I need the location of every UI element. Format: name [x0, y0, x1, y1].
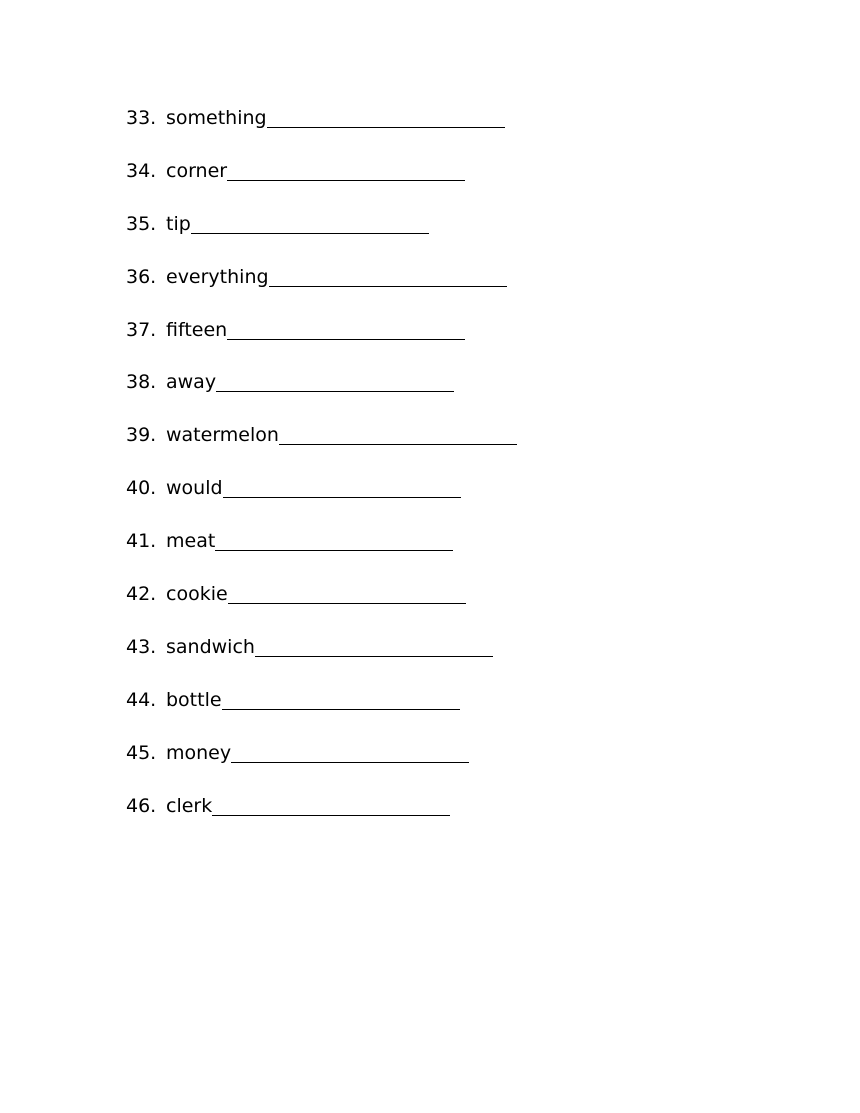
list-item [126, 263, 517, 316]
item-word: watermelon [166, 424, 279, 447]
item-word: sandwich [166, 635, 255, 658]
list-item [126, 792, 517, 845]
item-number: 42. [126, 583, 157, 606]
answer-blank[interactable] [216, 368, 454, 392]
item-number: 36. [126, 265, 157, 288]
item-word: something [166, 107, 267, 129]
answer-blank[interactable] [215, 527, 453, 551]
list-item [126, 580, 517, 633]
item-number: 44. [126, 688, 157, 711]
item-number: 41. [126, 530, 157, 553]
item-word: money [166, 741, 232, 764]
item-word: bottle [166, 688, 222, 711]
list-item [126, 633, 517, 686]
item-word: would [166, 477, 223, 500]
list-item [126, 368, 517, 421]
list-item [126, 421, 517, 474]
item-number: 34. [126, 159, 157, 182]
answer-blank[interactable] [267, 104, 505, 128]
word-list [126, 104, 517, 844]
list-item [126, 316, 517, 369]
answer-blank[interactable] [255, 633, 493, 657]
answer-blank[interactable] [279, 421, 517, 445]
answer-blank[interactable] [212, 792, 450, 816]
item-word: meat [166, 530, 216, 553]
item-word: cookie [166, 583, 228, 606]
item-word: everything [166, 265, 269, 288]
item-number: 35. [126, 212, 157, 235]
item-word: away [166, 371, 217, 394]
item-number: 43. [126, 635, 157, 658]
item-number: 40. [126, 477, 157, 500]
list-item [126, 104, 517, 157]
list-item [126, 686, 517, 739]
list-item [126, 157, 517, 210]
item-number: 33. [126, 107, 157, 129]
item-number: 45. [126, 741, 157, 764]
list-item [126, 474, 517, 527]
answer-blank[interactable] [269, 263, 507, 287]
item-number: 38. [126, 371, 157, 394]
answer-blank[interactable] [223, 474, 461, 498]
item-word: corner [166, 159, 228, 182]
list-item [126, 210, 517, 263]
item-number: 37. [126, 318, 157, 341]
answer-blank[interactable] [191, 210, 429, 234]
answer-blank[interactable] [227, 157, 465, 181]
answer-blank[interactable] [222, 686, 460, 710]
item-word: clerk [166, 794, 213, 817]
item-word: tip [166, 212, 191, 235]
list-item [126, 739, 517, 792]
item-word: fifteen [166, 318, 228, 341]
answer-blank[interactable] [227, 316, 465, 340]
item-number: 46. [126, 794, 157, 817]
answer-blank[interactable] [228, 580, 466, 604]
answer-blank[interactable] [231, 739, 469, 763]
item-number: 39. [126, 424, 157, 447]
list-item [126, 527, 517, 580]
